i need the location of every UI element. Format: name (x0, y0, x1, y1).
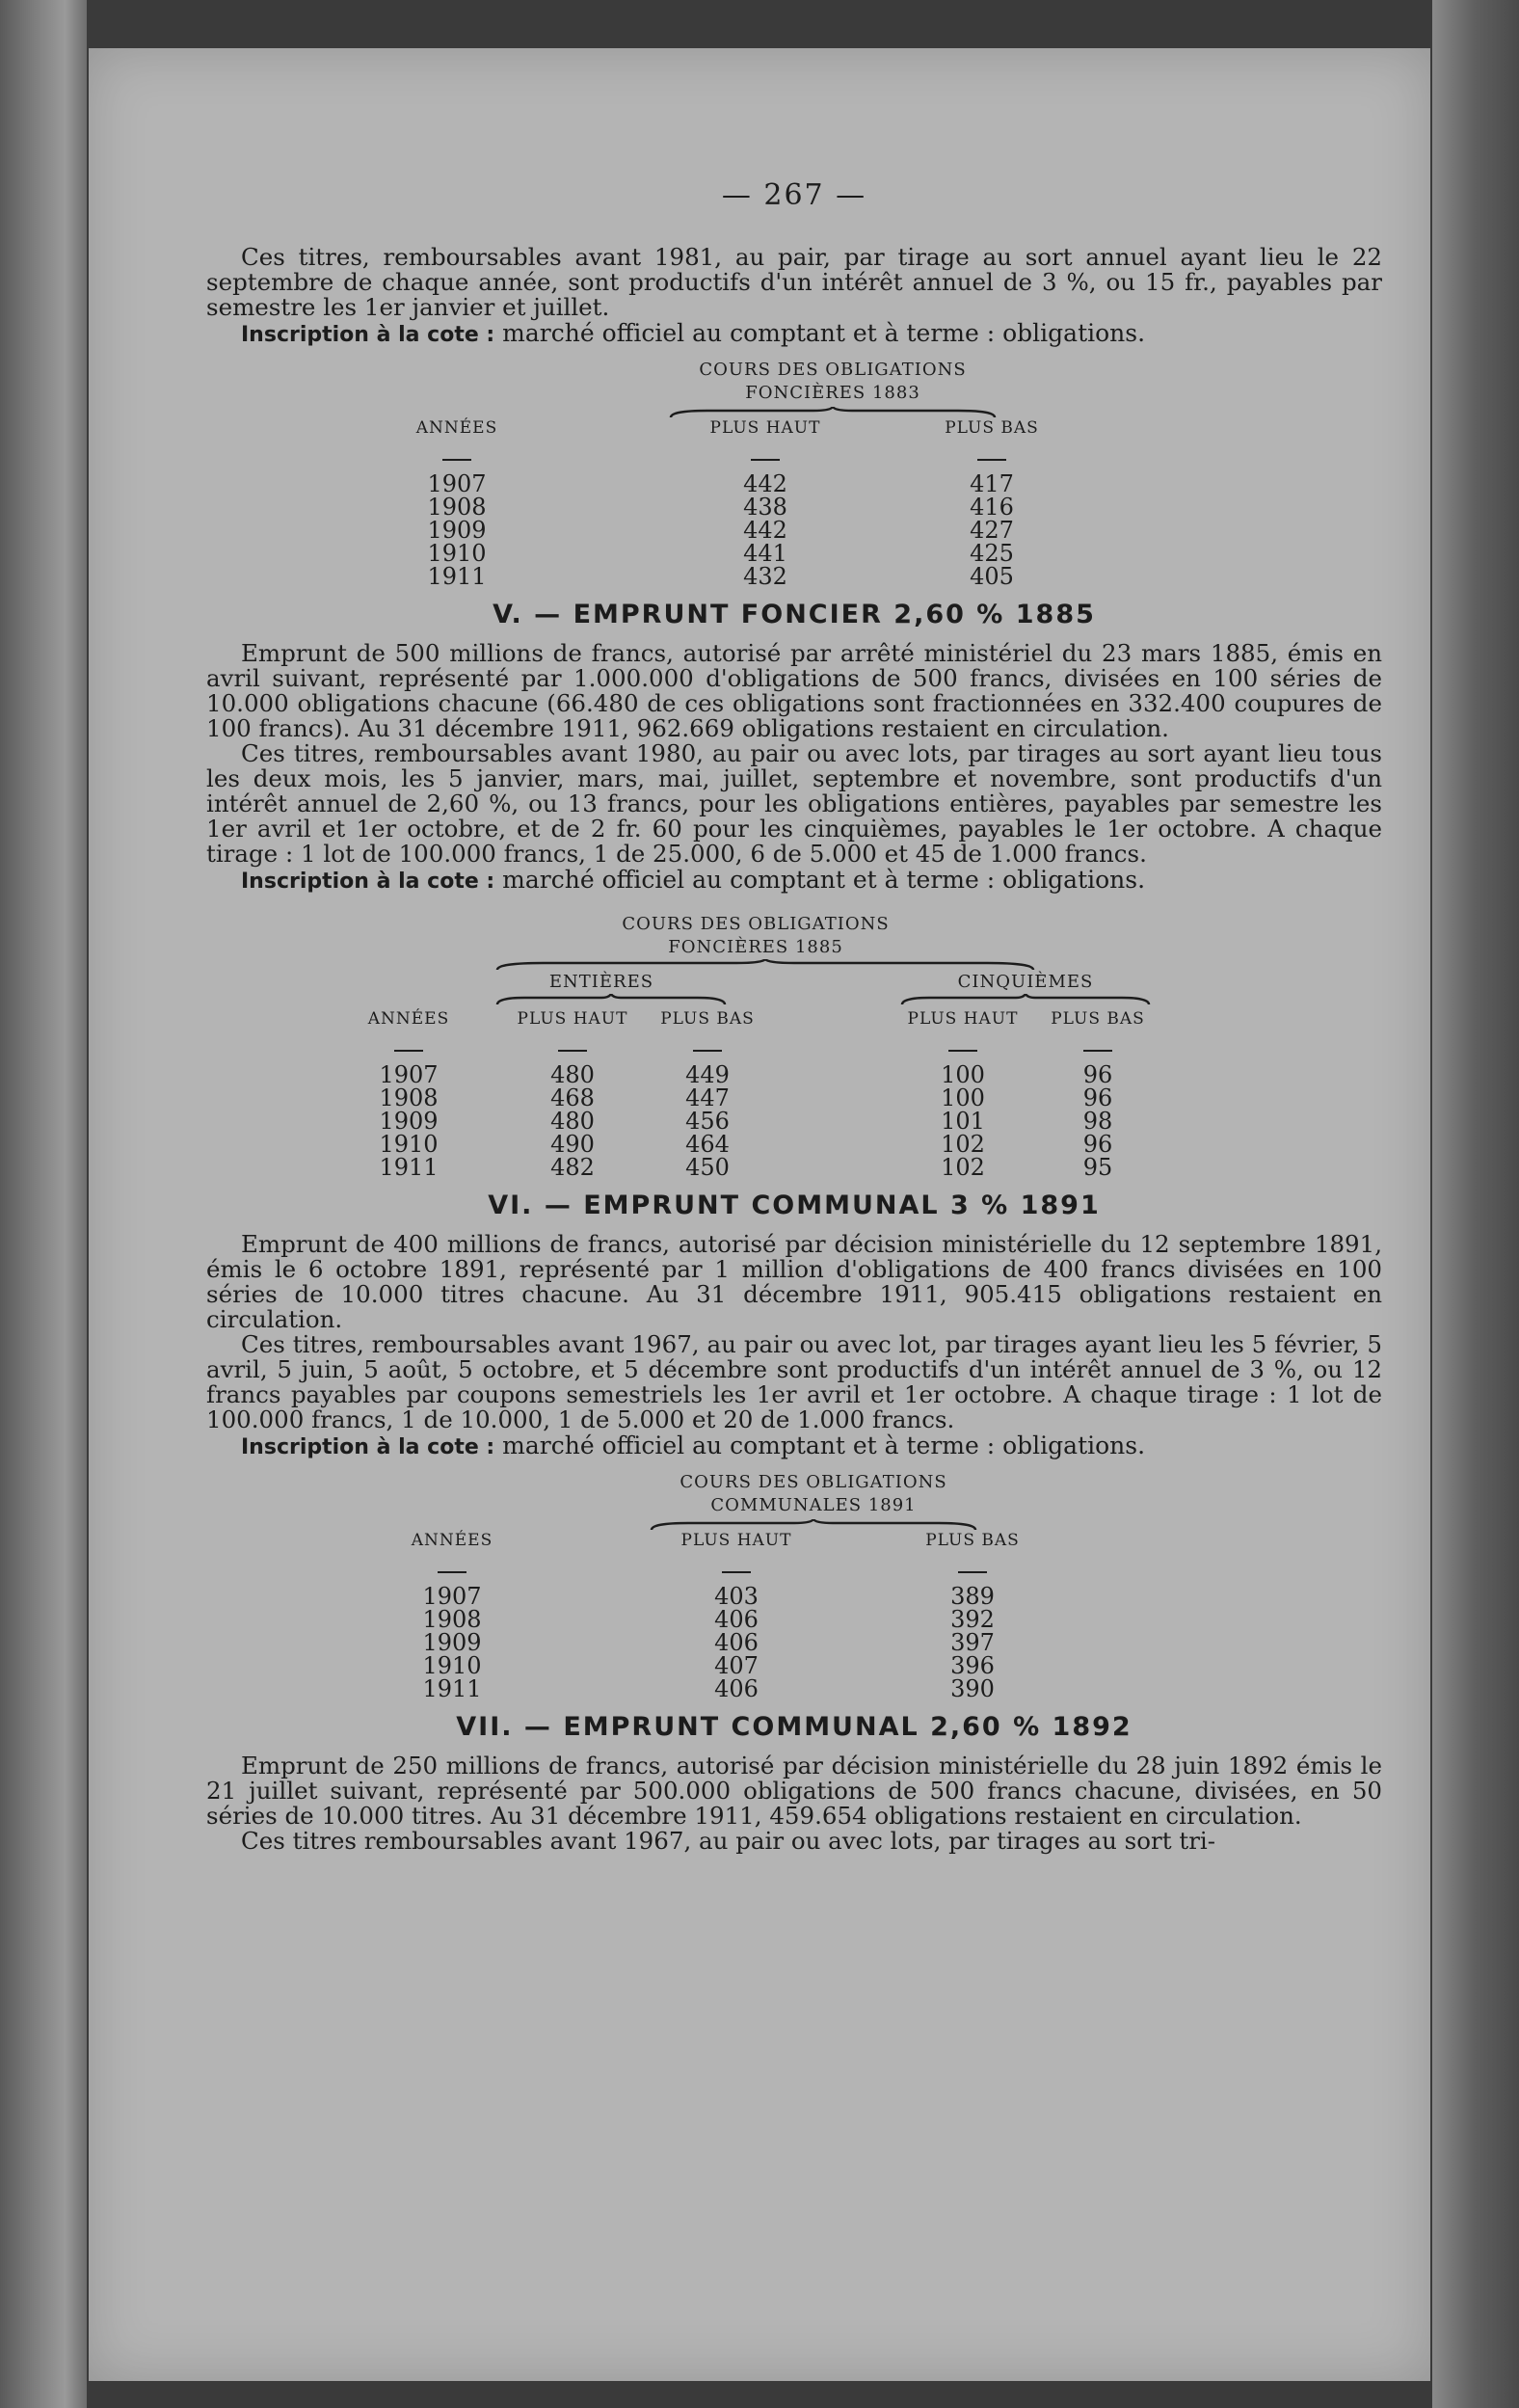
table1-caption-line1: COURS DES OBLIGATIONS (699, 360, 967, 380)
table2-body (206, 1061, 1382, 1181)
year-cell: 1911 (379, 1154, 439, 1181)
table2-caption-line2: FONCIÈRES 1885 (668, 937, 843, 957)
cinquiemes-bas-cell: 95 (1082, 1154, 1113, 1181)
table-row (206, 1108, 1382, 1135)
document-page (89, 48, 1430, 2381)
cinquiemes-bas-cell: 96 (1082, 1131, 1113, 1158)
table1-col-annees: ANNÉES (415, 418, 498, 438)
cinquiemes-bas-cell: 96 (1082, 1061, 1113, 1088)
table2-caption (592, 913, 919, 959)
year-cell: 1911 (422, 1675, 482, 1702)
dash (693, 1050, 722, 1052)
dash (751, 459, 780, 461)
section5-inscription (206, 867, 1382, 896)
intro-paragraph: Ces titres, remboursables avant 1981, au pair, par tirage au sort annuel ayant lieu le 22 septembre de chaque année, sont productifs d'un intérêt annuel de 3 %, ou 15 fr., payables par semestre les 1er janvier et juillet. (206, 243, 1382, 321)
table-row (206, 1675, 1382, 1702)
table2-caption-line1: COURS DES OBLIGATIONS (622, 914, 890, 934)
table1-col-bas: PLUS BAS (945, 418, 1039, 438)
year-cell: 1907 (422, 1583, 482, 1610)
table-row (206, 1131, 1382, 1158)
table1-caption (669, 359, 997, 418)
table3-col-haut: PLUS HAUT (680, 1531, 792, 1550)
dash (977, 459, 1006, 461)
table-row (206, 1606, 1382, 1633)
inscription-text: marché officiel au comptant et à terme : obligations. (494, 1431, 1146, 1459)
dash (1083, 1050, 1112, 1052)
entieres-haut-cell: 468 (550, 1084, 595, 1111)
intro-inscription (206, 320, 1382, 349)
page-edge (1432, 0, 1519, 2408)
section6-paragraph1: Emprunt de 400 millions de francs, autorisé par décision ministérielle du 12 septembre 1891, émis le 6 octobre 1891, représenté par 1 million d'obligations de 400 francs divisées en 100 séries de 10.000 titres chacune. Au 31 décembre 1911, 905.415 obligations restaient en circulation. (206, 1230, 1382, 1333)
section7-paragraph2: Ces titres remboursables avant 1967, au pair ou avec lots, par tirages au sort tri- (241, 1827, 1216, 1855)
table-row (206, 470, 1382, 497)
plus-haut-cell: 432 (743, 563, 787, 590)
cinquiemes-haut-cell: 100 (941, 1061, 985, 1088)
year-cell: 1907 (427, 470, 487, 497)
year-cell: 1911 (427, 563, 487, 590)
plus-haut-cell: 442 (743, 517, 787, 544)
dash (558, 1050, 587, 1052)
plus-bas-cell: 389 (950, 1583, 995, 1610)
table2-col-annees: ANNÉES (367, 1009, 450, 1029)
table3-caption (650, 1471, 977, 1531)
section6-inscription (206, 1432, 1382, 1461)
section7-title: VII. — EMPRUNT COMMUNAL 2,60 % 1892 (456, 1712, 1133, 1742)
inscription-label: Inscription à la cote : (241, 323, 495, 347)
plus-haut-cell: 406 (714, 1629, 759, 1656)
inscription-label: Inscription à la cote : (241, 870, 495, 894)
year-cell: 1908 (427, 494, 487, 521)
section6-title: VI. — EMPRUNT COMMUNAL 3 % 1891 (488, 1191, 1101, 1220)
dash (948, 1050, 977, 1052)
table1-body (206, 470, 1382, 590)
entieres-haut-cell: 490 (550, 1131, 595, 1158)
year-cell: 1909 (427, 517, 487, 544)
cinquiemes-bas-cell: 98 (1082, 1108, 1113, 1135)
plus-haut-cell: 441 (743, 540, 787, 567)
table3-dashes (206, 1558, 1382, 1583)
table3-col-bas: PLUS BAS (925, 1531, 1020, 1550)
entieres-bas-cell: 450 (685, 1154, 730, 1181)
table1-col-haut: PLUS HAUT (709, 418, 821, 438)
year-cell: 1908 (379, 1084, 439, 1111)
year-cell: 1910 (422, 1652, 482, 1679)
table-row (206, 1084, 1382, 1111)
cinquiemes-haut-cell: 100 (941, 1084, 985, 1111)
section6-paragraph2: Ces titres, remboursables avant 1967, au pair ou avec lot, par tirages ayant lieu les 5 février, 5 avril, 5 juin, 5 août, 5 octobre, et 5 décembre sont productifs d'un intérêt annuel de 3 %, ou 12 francs payables par coupons semestriels les 1er avril et 1er octobre. A chaque tirage : 1 lot de 100.000 francs, 1 de 10.000, 1 de 5.000 et 20 de 1.000 francs. (206, 1330, 1382, 1433)
dash (442, 459, 471, 461)
dash (394, 1050, 423, 1052)
plus-bas-cell: 405 (970, 563, 1014, 590)
page-content (206, 178, 1382, 1854)
plus-haut-cell: 438 (743, 494, 787, 521)
cinquiemes-bas-cell: 96 (1082, 1084, 1113, 1111)
section5-paragraph2: Ces titres, remboursables avant 1980, au pair ou avec lots, par tirages au sort ayant lieu tous les deux mois, les 5 janvier, mars, mai, juillet, septembre et novembre, sont productifs d'un intérêt annuel de 2,60 %, ou 13 francs, pour les obligations entières, payables par semestre les 1er avril et 1er octobre, et de 2 fr. 60 pour les cinquièmes, payables le 1er octobre. A chaque tirage : 1 lot de 100.000 francs, 1 de 25.000, 6 de 5.000 et 45 de 1.000 francs. (206, 739, 1382, 868)
entieres-haut-cell: 482 (550, 1154, 595, 1181)
plus-bas-cell: 392 (950, 1606, 995, 1633)
section5-title: V. — EMPRUNT FONCIER 2,60 % 1885 (493, 600, 1096, 629)
book-binding (0, 0, 87, 2408)
table3-col-annees: ANNÉES (411, 1531, 493, 1550)
dash (438, 1571, 466, 1573)
table2-col-cinquiemes-haut: PLUS HAUT (907, 1009, 1019, 1029)
year-cell: 1908 (422, 1606, 482, 1633)
table-row (206, 494, 1382, 521)
table2-group-headers (206, 971, 1382, 1009)
table1 (206, 418, 1382, 590)
plus-bas-cell: 416 (970, 494, 1014, 521)
table1-caption-line2: FONCIÈRES 1883 (745, 383, 920, 403)
table2-col-entieres-haut: PLUS HAUT (517, 1009, 628, 1029)
plus-bas-cell: 425 (970, 540, 1014, 567)
table1-header (206, 418, 1382, 445)
dash (958, 1571, 987, 1573)
table3-caption-line2: COMMUNALES 1891 (710, 1495, 917, 1515)
plus-bas-cell: 417 (970, 470, 1014, 497)
year-cell: 1910 (427, 540, 487, 567)
table2-group-cinquiemes: CINQUIÈMES (957, 972, 1094, 992)
table-row (206, 1061, 1382, 1088)
plus-haut-cell: 406 (714, 1606, 759, 1633)
plus-haut-cell: 407 (714, 1652, 759, 1679)
table-row (206, 1652, 1382, 1679)
table3 (206, 1531, 1382, 1702)
section5-paragraph1: Emprunt de 500 millions de francs, autorisé par arrêté ministériel du 23 mars 1885, émis en avril suivant, représenté par 1.000.000 d'obligations de 500 francs, divisées en 100 séries de 10.000 obligations chacune (66.480 de ces obligations sont fractionnées en 332.400 coupures de 100 francs). Au 31 décembre 1911, 962.669 obligations restaient en circulation. (206, 639, 1382, 742)
dash (722, 1571, 751, 1573)
table3-body (206, 1583, 1382, 1702)
plus-haut-cell: 406 (714, 1675, 759, 1702)
table2-header (206, 1009, 1382, 1036)
table2-col-entieres-bas: PLUS BAS (660, 1009, 755, 1029)
table-row (206, 540, 1382, 567)
page-number: — 267 — (721, 178, 867, 212)
table2-dashes (206, 1036, 1382, 1061)
table-row (206, 1629, 1382, 1656)
section7-paragraph1: Emprunt de 250 millions de francs, autorisé par décision ministérielle du 28 juin 1892 émis le 21 juillet suivant, représenté par 500.000 obligations de 500 francs chacune, divisées, en 50 séries de 10.000 titres. Au 31 décembre 1911, 459.654 obligations restaient en circulation. (206, 1752, 1382, 1830)
plus-bas-cell: 396 (950, 1652, 995, 1679)
entieres-bas-cell: 456 (685, 1108, 730, 1135)
brace-icon (495, 994, 727, 1005)
inscription-label: Inscription à la cote : (241, 1435, 495, 1459)
year-cell: 1910 (379, 1131, 439, 1158)
brace-icon (669, 407, 997, 418)
cinquiemes-haut-cell: 102 (941, 1131, 985, 1158)
cinquiemes-haut-cell: 101 (941, 1108, 985, 1135)
entieres-haut-cell: 480 (550, 1108, 595, 1135)
table2 (206, 1009, 1382, 1181)
entieres-bas-cell: 464 (685, 1131, 730, 1158)
inscription-text: marché officiel au comptant et à terme : obligations. (494, 319, 1146, 347)
table3-header (206, 1531, 1382, 1558)
brace-icon (495, 959, 1035, 971)
entieres-haut-cell: 480 (550, 1061, 595, 1088)
table-row (206, 1154, 1382, 1181)
plus-haut-cell: 403 (714, 1583, 759, 1610)
entieres-bas-cell: 447 (685, 1084, 730, 1111)
plus-bas-cell: 397 (950, 1629, 995, 1656)
plus-bas-cell: 427 (970, 517, 1014, 544)
year-cell: 1909 (422, 1629, 482, 1656)
table-row (206, 1583, 1382, 1610)
cinquiemes-haut-cell: 102 (941, 1154, 985, 1181)
table2-col-cinquiemes-bas: PLUS BAS (1051, 1009, 1145, 1029)
table-row (206, 517, 1382, 544)
inscription-text: marché officiel au comptant et à terme : obligations. (494, 866, 1146, 894)
brace-icon (900, 994, 1151, 1005)
table1-dashes (206, 445, 1382, 470)
plus-bas-cell: 390 (950, 1675, 995, 1702)
table3-caption-line1: COURS DES OBLIGATIONS (680, 1472, 947, 1492)
entieres-bas-cell: 449 (685, 1061, 730, 1088)
brace-icon (650, 1519, 977, 1531)
year-cell: 1909 (379, 1108, 439, 1135)
plus-haut-cell: 442 (743, 470, 787, 497)
table2-group-entieres: ENTIÈRES (548, 972, 654, 992)
table-row (206, 563, 1382, 590)
year-cell: 1907 (379, 1061, 439, 1088)
